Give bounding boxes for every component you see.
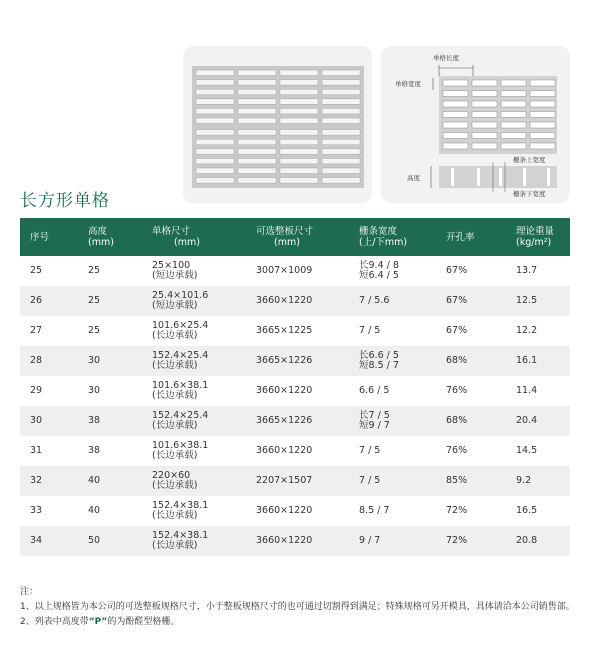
diagram-cell: [443, 122, 468, 128]
cell-size: 25×100 (短边承载): [152, 260, 198, 281]
cell-height: 25: [88, 295, 101, 306]
diagram-cell: [443, 91, 468, 97]
note-1: 1、以上规格皆为本公司的可选整板规格尺寸，小于整板规格尺寸的也可通过切割得到满足；特殊规格可另开模具，具体请洽本公司销售部。: [20, 602, 575, 612]
header-open-rate: 开孔率: [446, 231, 475, 243]
grating-cell: [322, 158, 360, 164]
cell-size: 152.4×38.1 (长边承载): [152, 530, 209, 551]
cell-bar-width: 6.6 / 5: [359, 385, 390, 396]
cell-no: 25: [30, 265, 43, 276]
grating-cell: [322, 139, 360, 145]
cell-bar-width: 7 / 5.6: [359, 295, 390, 306]
cell-panel: 3660×1220: [256, 535, 313, 546]
cell-height: 40: [88, 505, 101, 516]
bar-bottom-width-label: 栅条下宽度: [513, 190, 546, 198]
diagram-cell: [501, 101, 526, 107]
header-height: 高度 (mm): [88, 226, 114, 248]
cell-panel: 3665×1225: [256, 325, 313, 336]
height-label: 高度: [407, 174, 420, 182]
diagram-cell: [443, 101, 468, 107]
cell-size: 101.6×38.1 (长边承载): [152, 440, 209, 461]
cell-size: 220×60 (长边承载): [152, 470, 198, 491]
section-gap: [499, 168, 502, 186]
diagram-cell: [472, 143, 497, 149]
cell-weight: 9.2: [516, 475, 532, 486]
grating-cell: [322, 168, 360, 174]
cell-no: 31: [30, 445, 43, 456]
cell-weight: 16.5: [516, 505, 538, 516]
grating-cell: [322, 89, 360, 95]
grating-cell: [196, 158, 234, 164]
diagram-cell: [530, 80, 555, 86]
grating-cell: [322, 149, 360, 155]
grating-cell: [280, 108, 318, 114]
diagram-cell: [501, 80, 526, 86]
grating-cell: [238, 130, 276, 136]
grating-cell: [280, 118, 318, 124]
table-row: [20, 406, 570, 436]
grating-cell: [280, 99, 318, 105]
cell-weight: 20.4: [516, 415, 538, 426]
grating-cell: [322, 178, 360, 184]
note-2: 2、列表中高度带“P”的为酚醛型格栅。: [20, 617, 180, 627]
table-row: [20, 346, 570, 376]
header-no: 序号: [30, 231, 50, 243]
diagram-cell: [443, 80, 468, 86]
cell-open-rate: 76%: [446, 445, 468, 456]
cell-weight: 20.8: [516, 535, 538, 546]
cell-size: 101.6×25.4 (长边承载): [152, 320, 209, 341]
grating-cell: [322, 70, 360, 76]
grating-diagram: [381, 46, 570, 203]
cell-size: 152.4×38.1 (长边承载): [152, 500, 209, 521]
cell-height: 38: [88, 445, 101, 456]
header-bar-width: 栅条宽度 (上/下mm): [359, 226, 408, 248]
diagram-cell: [530, 101, 555, 107]
cell-bar-width: 长6.6 / 5 短8.5 / 7: [359, 350, 399, 371]
grating-cell: [238, 149, 276, 155]
table-row: [20, 466, 570, 496]
cell-bar-width: 7 / 5: [359, 325, 381, 336]
cell-bar-width: 8.5 / 7: [359, 505, 390, 516]
diagram-cell: [501, 122, 526, 128]
diagram-cell: [501, 143, 526, 149]
grating-cell: [322, 118, 360, 124]
grating-cell: [196, 80, 234, 86]
diagram-cell: [472, 112, 497, 118]
cell-height: 25: [88, 265, 101, 276]
diagram-cell: [501, 91, 526, 97]
cell-height: 30: [88, 355, 101, 366]
spec-table: [20, 218, 570, 556]
cell-open-rate: 67%: [446, 295, 468, 306]
cell-size: 101.6×38.1 (长边承载): [152, 380, 209, 401]
grating-photo: [183, 46, 372, 203]
diagram-cell: [472, 101, 497, 107]
grating-cell: [238, 168, 276, 174]
diagram-cell: [472, 122, 497, 128]
section-gap: [477, 168, 480, 186]
grating-photo-card: [183, 46, 372, 203]
cell-weight: 13.7: [516, 265, 538, 276]
cell-weight: 12.2: [516, 325, 538, 336]
cell-open-rate: 68%: [446, 355, 468, 366]
table-row: [20, 286, 570, 316]
grating-cell: [322, 80, 360, 86]
header-cell-size: 单格尺寸 (mm): [152, 226, 200, 248]
grating-cell: [238, 99, 276, 105]
grating-cell: [238, 108, 276, 114]
cell-no: 27: [30, 325, 43, 336]
cell-open-rate: 67%: [446, 265, 468, 276]
diagram-cell: [530, 122, 555, 128]
cell-open-rate: 72%: [446, 535, 468, 546]
diagram-cell: [530, 133, 555, 139]
cell-open-rate: 85%: [446, 475, 468, 486]
cell-panel: 3660×1220: [256, 505, 313, 516]
cell-no: 30: [30, 415, 43, 426]
grating-cell: [196, 118, 234, 124]
cell-size: 25.4×101.6 (短边承载): [152, 290, 209, 311]
header-panel-size: 可选整板尺寸 (mm): [256, 226, 314, 248]
notes: [20, 585, 580, 630]
grating-cell: [322, 108, 360, 114]
diagram-cell: [443, 133, 468, 139]
grating-diagram-card: [381, 46, 570, 203]
cell-weight: 11.4: [516, 385, 538, 396]
grating-cell: [238, 178, 276, 184]
diagram-cell: [530, 91, 555, 97]
cell-panel: 3007×1009: [256, 265, 313, 276]
cell-panel: 3660×1220: [256, 295, 313, 306]
cell-open-rate: 72%: [446, 505, 468, 516]
cell-height: 38: [88, 415, 101, 426]
cell-height: 50: [88, 535, 101, 546]
cell-size: 152.4×25.4 (长边承载): [152, 410, 209, 431]
diagram-cell: [501, 133, 526, 139]
cell-bar-width: 长7 / 5 短9 / 7: [359, 410, 390, 431]
section-gap: [451, 168, 454, 186]
notes-title: 注：: [20, 587, 39, 597]
cell-no: 32: [30, 475, 43, 486]
grating-cell: [280, 80, 318, 86]
table-row: [20, 316, 570, 346]
cell-bar-width: 长9.4 / 8 短6.4 / 5: [359, 260, 399, 281]
table-header-row: [20, 218, 570, 256]
cell-no: 29: [30, 385, 43, 396]
diagram-cell: [530, 143, 555, 149]
section-gap: [523, 168, 526, 186]
cell-open-rate: 76%: [446, 385, 468, 396]
cell-panel: 2207×1507: [256, 475, 313, 486]
cell-height: 25: [88, 325, 101, 336]
grating-cell: [196, 89, 234, 95]
diagram-cell: [472, 91, 497, 97]
cell-weight: 14.5: [516, 445, 538, 456]
section-gap: [547, 168, 550, 186]
cell-length-label: 单格长度: [433, 54, 459, 62]
grating-cell: [280, 158, 318, 164]
grating-cell: [196, 168, 234, 174]
grating-cell: [280, 168, 318, 174]
cell-no: 26: [30, 295, 43, 306]
diagram-cell: [472, 80, 497, 86]
cell-panel: 3660×1220: [256, 445, 313, 456]
cell-open-rate: 68%: [446, 415, 468, 426]
grating-cell: [196, 99, 234, 105]
grating-cell: [280, 89, 318, 95]
table-row: [20, 526, 570, 556]
grating-cell: [238, 80, 276, 86]
cell-open-rate: 67%: [446, 325, 468, 336]
grating-cell: [238, 118, 276, 124]
table-row: [20, 256, 570, 286]
grating-cell: [196, 130, 234, 136]
table-row: [20, 496, 570, 526]
bar-top-width-label: 栅条上宽度: [513, 156, 546, 164]
diagram-cell: [443, 112, 468, 118]
section-title: 长方形单格: [20, 191, 110, 211]
diagram-cell: [501, 112, 526, 118]
cell-panel: 3665×1226: [256, 355, 313, 366]
grating-cell: [280, 130, 318, 136]
grating-cell: [238, 158, 276, 164]
diagram-cell: [530, 112, 555, 118]
diagram-cell: [472, 133, 497, 139]
cell-bar-width: 7 / 5: [359, 445, 381, 456]
table-row: [20, 436, 570, 466]
grating-cell: [196, 178, 234, 184]
grating-cell: [196, 139, 234, 145]
grating-cell: [280, 139, 318, 145]
grating-cell: [322, 130, 360, 136]
cell-weight: 16.1: [516, 355, 538, 366]
cell-no: 33: [30, 505, 43, 516]
cell-height: 40: [88, 475, 101, 486]
cell-bar-width: 7 / 5: [359, 475, 381, 486]
grating-cell: [280, 149, 318, 155]
p-mark: “P”: [88, 617, 108, 627]
cell-panel: 3660×1220: [256, 385, 313, 396]
grating-cell: [238, 139, 276, 145]
grating-cell: [280, 70, 318, 76]
cell-bar-width: 9 / 7: [359, 535, 381, 546]
cell-weight: 12.5: [516, 295, 538, 306]
table-row: [20, 376, 570, 406]
header-weight: 理论重量 (kg/m²): [516, 226, 555, 248]
diagram-cell: [443, 143, 468, 149]
grating-cell: [238, 70, 276, 76]
grating-cell: [196, 149, 234, 155]
grating-cell: [322, 99, 360, 105]
cell-size: 152.4×25.4 (长边承载): [152, 350, 209, 371]
grating-cell: [196, 108, 234, 114]
cell-no: 28: [30, 355, 43, 366]
cell-no: 34: [30, 535, 43, 546]
grating-cell: [280, 178, 318, 184]
cell-panel: 3665×1226: [256, 415, 313, 426]
grating-cell: [238, 89, 276, 95]
grating-cell: [196, 70, 234, 76]
cell-width-label: 单格宽度: [395, 80, 421, 88]
cell-height: 30: [88, 385, 101, 396]
